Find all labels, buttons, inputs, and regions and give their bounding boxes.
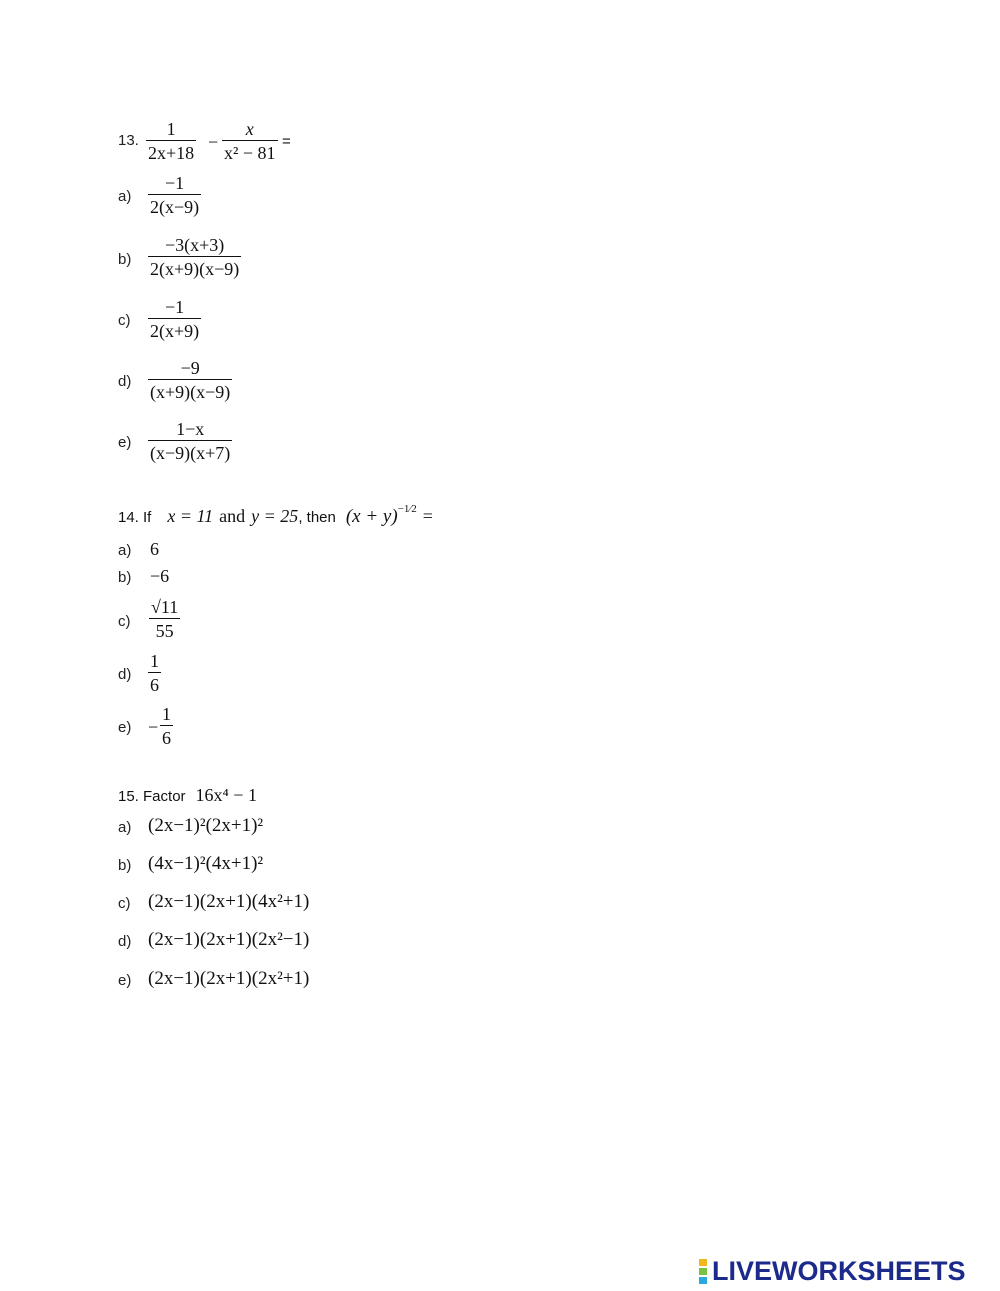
option-d-value[interactable]: 1 6 — [150, 651, 159, 695]
option-label[interactable]: c) — [118, 613, 131, 630]
stem-fraction-2 — [222, 118, 278, 165]
question-number: 13. — [118, 132, 139, 149]
option-label[interactable]: c) — [118, 312, 131, 329]
option-label[interactable]: b) — [118, 251, 132, 268]
denominator: x² − 81 — [224, 143, 276, 163]
denominator: 2x+18 — [148, 143, 195, 163]
option-c-value[interactable]: −1 2(x+9) — [150, 297, 200, 341]
question-number: 15. Factor — [118, 788, 186, 805]
option-label[interactable]: d) — [118, 666, 132, 683]
option-label[interactable]: a) — [118, 542, 132, 559]
option-e-value[interactable]: 1 6 — [162, 704, 171, 748]
option-label[interactable]: c) — [118, 895, 131, 912]
then-text: , then — [298, 509, 336, 526]
equals-sign: = — [282, 133, 291, 150]
question-stem — [118, 503, 433, 528]
option-label[interactable]: a) — [118, 819, 132, 836]
logo-text: LIVEWORKSHEETS — [712, 1256, 966, 1286]
option-a-value[interactable]: 6 — [150, 539, 159, 559]
option-c-value[interactable]: (2x−1)(2x+1)(4x²+1) — [148, 891, 310, 912]
minus-sign: − — [148, 717, 159, 737]
option-label[interactable]: e) — [118, 972, 132, 989]
option-label[interactable]: b) — [118, 569, 132, 586]
option-label[interactable]: d) — [118, 933, 132, 950]
question-number: 14. If — [118, 509, 152, 526]
condition-x: x = 11 — [167, 506, 214, 526]
option-label[interactable]: b) — [118, 857, 132, 874]
option-c-value[interactable]: √11 55 — [151, 597, 179, 641]
option-b-value[interactable]: −3(x+3) 2(x+9)(x−9) — [150, 235, 240, 279]
numerator: 1 — [166, 119, 176, 139]
stem-fraction-1 — [146, 118, 196, 165]
option-b-value[interactable]: (4x−1)²(4x+1)² — [148, 853, 264, 874]
option-e-value[interactable]: (2x−1)(2x+1)(2x²+1) — [148, 968, 310, 989]
exponent: −1⁄2 — [397, 503, 417, 515]
numerator: x — [245, 119, 254, 139]
condition-y: y = 25 — [251, 506, 299, 526]
and-text: and — [219, 506, 246, 526]
option-a-value[interactable]: −1 2(x−9) — [150, 173, 200, 217]
option-a-value[interactable]: (2x−1)²(2x+1)² — [148, 815, 264, 836]
liveworksheets-logo — [698, 1256, 966, 1287]
expression: 16x⁴ − 1 — [195, 785, 257, 805]
equals-sign: = — [422, 506, 433, 526]
logo-icon — [698, 1258, 708, 1285]
option-label[interactable]: e) — [118, 719, 132, 736]
expression: (x + y) — [345, 506, 398, 527]
option-label[interactable]: a) — [118, 188, 132, 205]
option-label[interactable]: d) — [118, 373, 132, 390]
option-d-value[interactable]: −9 (x+9)(x−9) — [150, 358, 231, 402]
option-b-value[interactable]: −6 — [150, 566, 170, 586]
option-d-value[interactable]: (2x−1)(2x+1)(2x²−1) — [148, 929, 310, 950]
option-label[interactable]: e) — [118, 434, 132, 451]
option-e-value[interactable]: 1−x (x−9)(x+7) — [150, 419, 231, 463]
question-stem — [118, 785, 257, 806]
